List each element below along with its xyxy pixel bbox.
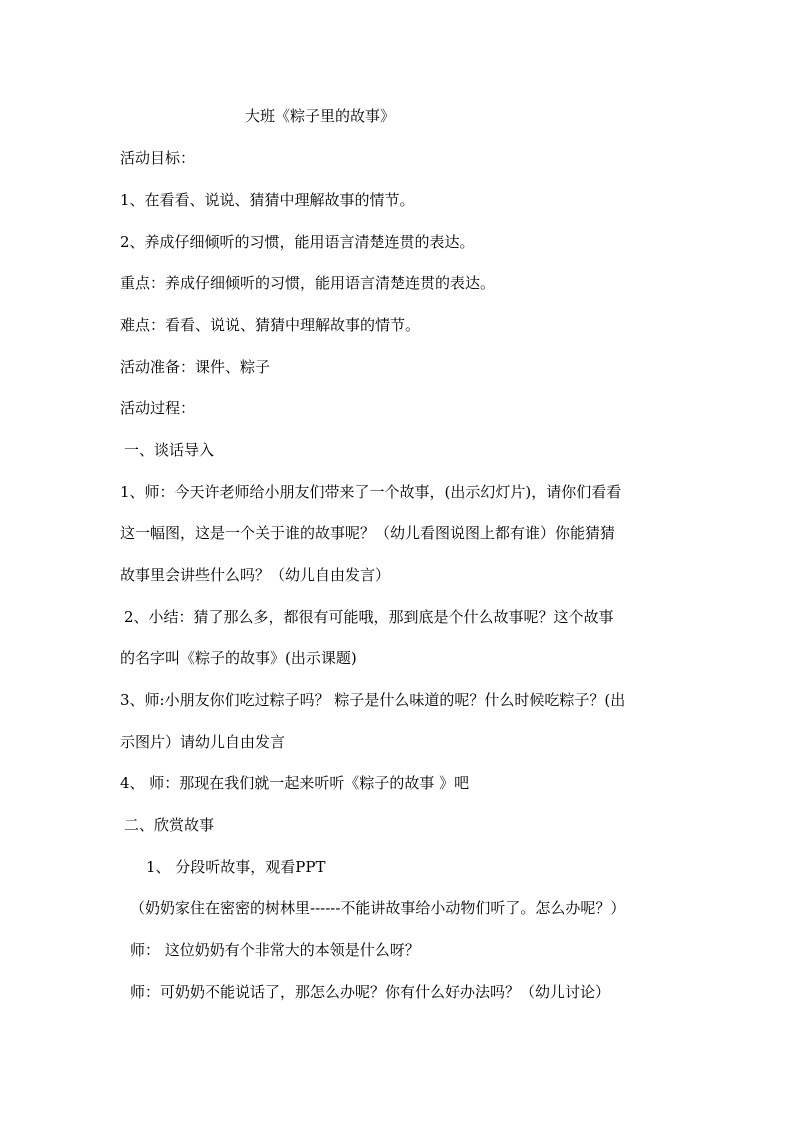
part-heading-intro: 一、谈话导入 [124, 441, 215, 459]
teacher-question: 师： 这位奶奶有个非常大的本领是什么呀？ [130, 941, 420, 959]
key-point: 重点：养成仔细倾听的习惯，能用语言清楚连贯的表达。 [120, 274, 496, 292]
part-heading-story: 二、欣赏故事 [124, 816, 215, 834]
preparation: 活动准备：课件、粽子 [120, 358, 271, 376]
document-title: 大班《粽子里的故事》 [245, 107, 396, 125]
paragraph-line: 故事里会讲些什么吗？（幼儿自由发言） [120, 566, 391, 584]
story-excerpt: （奶奶家住在密密的树林里------不能讲故事给小动物们听了。怎么办呢？） [130, 899, 626, 917]
paragraph-line: 2、小结：猜了那么多，都很有可能哦，那到底是个什么故事呢？这个故事 [124, 608, 614, 626]
goal-item-1: 1、在看看、说说、猜猜中理解故事的情节。 [120, 191, 415, 209]
paragraph-line: 3、师:小朋友你们吃过粽子吗？ 粽子是什么味道的呢？什么时候吃粽子？(出 [120, 691, 626, 709]
paragraph-line: 这一幅图，这是一个关于谁的故事呢？（幼儿看图说图上都有谁）你能猜猜 [120, 524, 616, 542]
teacher-question: 师：可奶奶不能说话了，那怎么办呢？你有什么好办法吗？（幼儿讨论） [130, 983, 611, 1001]
paragraph-line: 的名字叫《粽子的故事》(出示课题) [120, 649, 357, 667]
difficult-point: 难点：看看、说说、猜猜中理解故事的情节。 [120, 316, 421, 334]
paragraph-line: 1、师：今天许老师给小朋友们带来了一个故事，(出示幻灯片)，请你们看看 [120, 483, 622, 501]
paragraph-line: 4、 师：那现在我们就一起来听听《粽子的故事 》吧 [120, 774, 470, 792]
paragraph-line: 示图片）请幼儿自由发言 [120, 733, 286, 751]
goal-item-2: 2、养成仔细倾听的习惯，能用语言清楚连贯的表达。 [120, 233, 475, 251]
section-heading-process: 活动过程： [120, 399, 196, 417]
story-step-1: 1、 分段听故事，观看PPT [146, 858, 326, 876]
section-heading-goals: 活动目标： [120, 149, 196, 167]
